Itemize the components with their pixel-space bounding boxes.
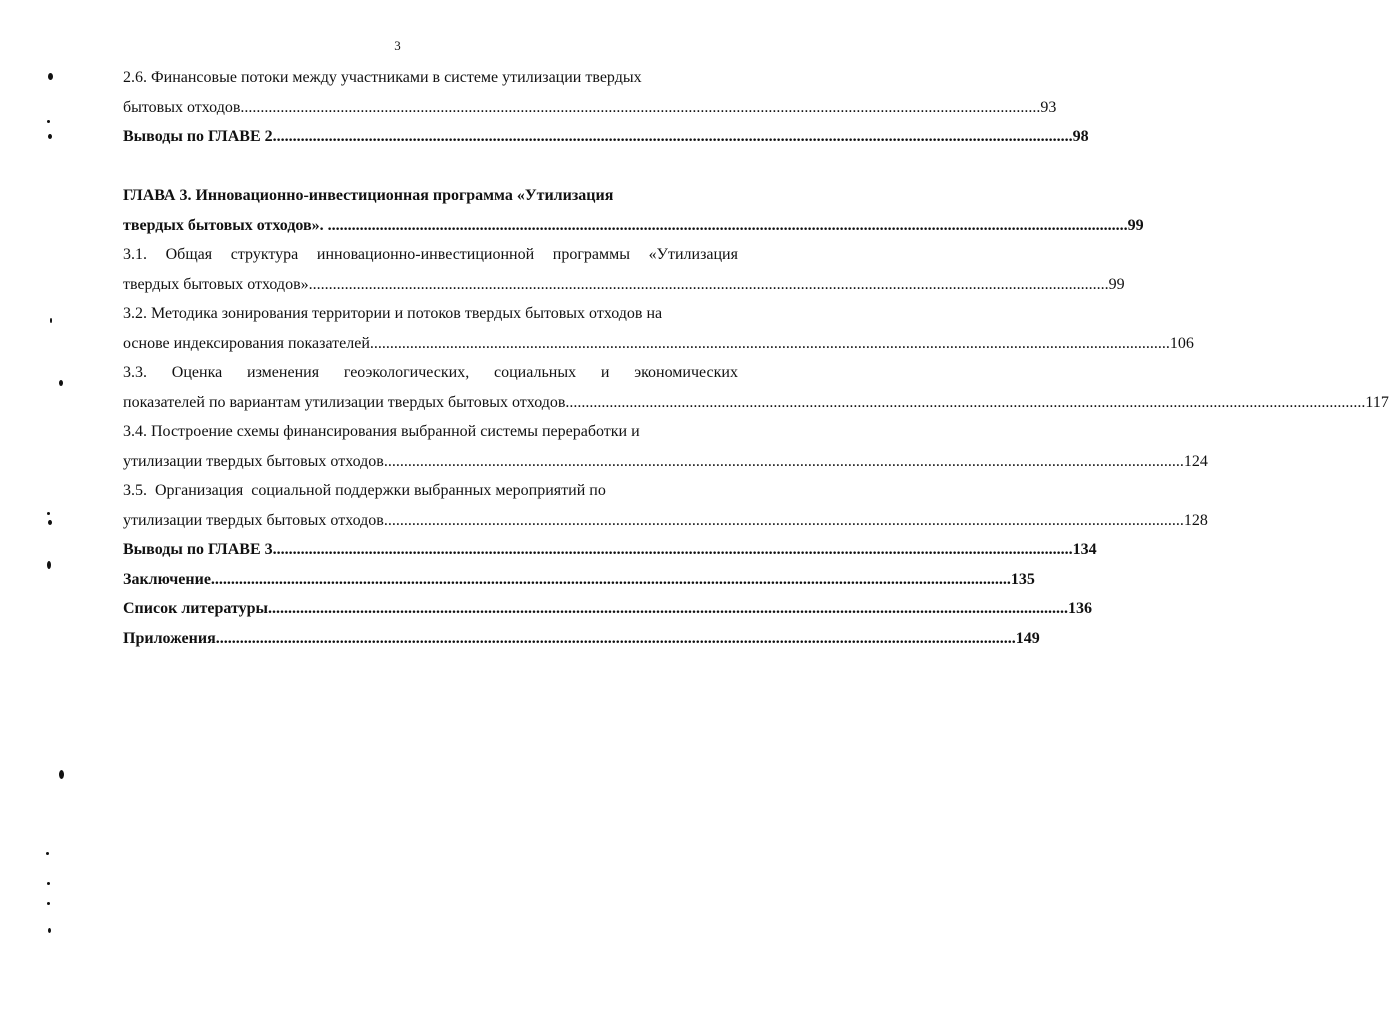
word: экономических [634, 364, 738, 381]
dot-leader: ........................................................................................................................................................................................................ [308, 275, 1109, 293]
toc-entry-3-5-line1: 3.5. Организация социальной поддержки выбранных мероприятий по [123, 482, 606, 499]
toc-entry-3-1 [123, 270, 1125, 300]
toc-page-3-3: 117 [1365, 393, 1389, 411]
toc-conclusions-2-title: Выводы по ГЛАВЕ 2 [123, 128, 273, 145]
dot-leader: ........................................................................................................................................................................................................ [268, 600, 1068, 617]
dot-leader: ........................................................................................................................................................................................................ [272, 128, 1073, 145]
toc-page-3-5: 128 [1183, 511, 1208, 529]
spacer [123, 152, 738, 182]
table-of-contents [123, 63, 1389, 653]
dot-leader: ........................................................................................................................................................................................................ [215, 629, 1016, 647]
word: 3.3. [123, 364, 147, 381]
word: Оценка [171, 364, 223, 381]
toc-entry-3-2-line2: основе индексирования показателей [123, 334, 370, 352]
scan-speck [48, 134, 52, 139]
dot-leader: ........................................................................................................................................................................................................ [240, 98, 1041, 116]
word: Общая [165, 246, 213, 263]
scan-speck [47, 882, 50, 885]
toc-entry-3-3 [123, 388, 1389, 418]
word: «Утилизация [648, 246, 738, 263]
toc-entry-2-6-line1: 2.6. Финансовые потоки между участниками в системе утилизации твердых [123, 69, 642, 86]
word: геоэкологических, [343, 364, 470, 381]
toc-entry-3-2-line1: 3.2. Методика зонирования территории и потоков твердых бытовых отходов на [123, 305, 663, 322]
toc-entry-3-2 [123, 329, 1194, 359]
toc-conclusion-page: 135 [1010, 570, 1035, 588]
scan-speck [48, 928, 51, 933]
page-number: 3 [394, 38, 401, 53]
scan-speck [50, 318, 52, 323]
scan-speck [47, 512, 50, 515]
dot-leader: ........................................................................................................................................................................................................ [369, 334, 1170, 352]
scan-speck [59, 380, 63, 386]
toc-appendices-title: Приложения [123, 629, 216, 647]
toc-entry-3-5-line2: утилизации твердых бытовых отходов [123, 511, 384, 529]
toc-references-title: Список литературы [123, 600, 268, 617]
dot-leader: ........................................................................................................................................................................................................ [327, 216, 1128, 234]
toc-entry-3-4-line2: утилизации твердых бытовых отходов [123, 452, 384, 470]
scan-speck [48, 73, 53, 80]
scan-speck [59, 770, 64, 779]
dot-leader: ........................................................................................................................................................................................................ [383, 452, 1184, 470]
toc-entry-3-3-line1 [123, 358, 738, 388]
toc-entry-3-5 [123, 506, 1208, 536]
toc-conclusions-2 [123, 122, 1089, 152]
toc-appendices [123, 624, 1040, 654]
toc-entry-2-6-line2: бытовых отходов [123, 98, 241, 116]
toc-references [123, 594, 1092, 624]
scan-speck [47, 120, 50, 123]
scan-speck [47, 561, 51, 569]
toc-page-3-4: 124 [1183, 452, 1208, 470]
word: структура [230, 246, 299, 263]
scan-speck [46, 852, 49, 855]
dot-leader: ........................................................................................................................................................................................................ [383, 511, 1184, 529]
toc-conclusions-3-page: 134 [1072, 541, 1097, 558]
toc-chapter-3-line2: твердых бытовых отходов». [123, 216, 328, 234]
toc-conclusions-3 [123, 535, 1097, 565]
toc-entry-3-1-line1 [123, 240, 738, 270]
word: социальных [494, 364, 577, 381]
scan-speck [48, 520, 52, 525]
toc-conclusions-2-page: 98 [1072, 128, 1089, 145]
toc-chapter-3-line1: ГЛАВА 3. Инновационно-инвестиционная программа «Утилизация [123, 187, 614, 204]
toc-page-3-2: 106 [1169, 334, 1194, 352]
toc-page-2-6: 93 [1040, 98, 1057, 116]
toc-conclusion [123, 565, 1035, 595]
toc-entry-3-4 [123, 447, 1208, 477]
word: изменения [247, 364, 320, 381]
toc-chapter-3 [123, 211, 1144, 241]
toc-page-3-1: 99 [1108, 275, 1125, 293]
dot-leader: ........................................................................................................................................................................................................ [272, 541, 1073, 558]
toc-entry-3-3-line2: показателей по вариантам утилизации твердых бытовых отходов [123, 393, 566, 411]
dot-leader: ........................................................................................................................................................................................................ [210, 570, 1011, 588]
toc-chapter-3-page: 99 [1127, 216, 1144, 234]
toc-conclusions-3-title: Выводы по ГЛАВЕ 3 [123, 541, 273, 558]
toc-entry-2-6 [123, 93, 1057, 123]
toc-entry-3-4-line1: 3.4. Построение схемы финансирования выбранной системы переработки и [123, 423, 640, 440]
toc-conclusion-title: Заключение [123, 570, 211, 588]
word: 3.1. [123, 246, 147, 263]
toc-references-page: 136 [1068, 600, 1092, 617]
toc-entry-3-1-line2: твердых бытовых отходов» [123, 275, 309, 293]
word: и [600, 364, 610, 381]
scan-speck [47, 902, 50, 905]
toc-appendices-page: 149 [1015, 629, 1040, 647]
word: инновационно-инвестиционной [316, 246, 535, 263]
dot-leader: ........................................................................................................................................................................................................ [565, 393, 1366, 411]
word: программы [552, 246, 631, 263]
